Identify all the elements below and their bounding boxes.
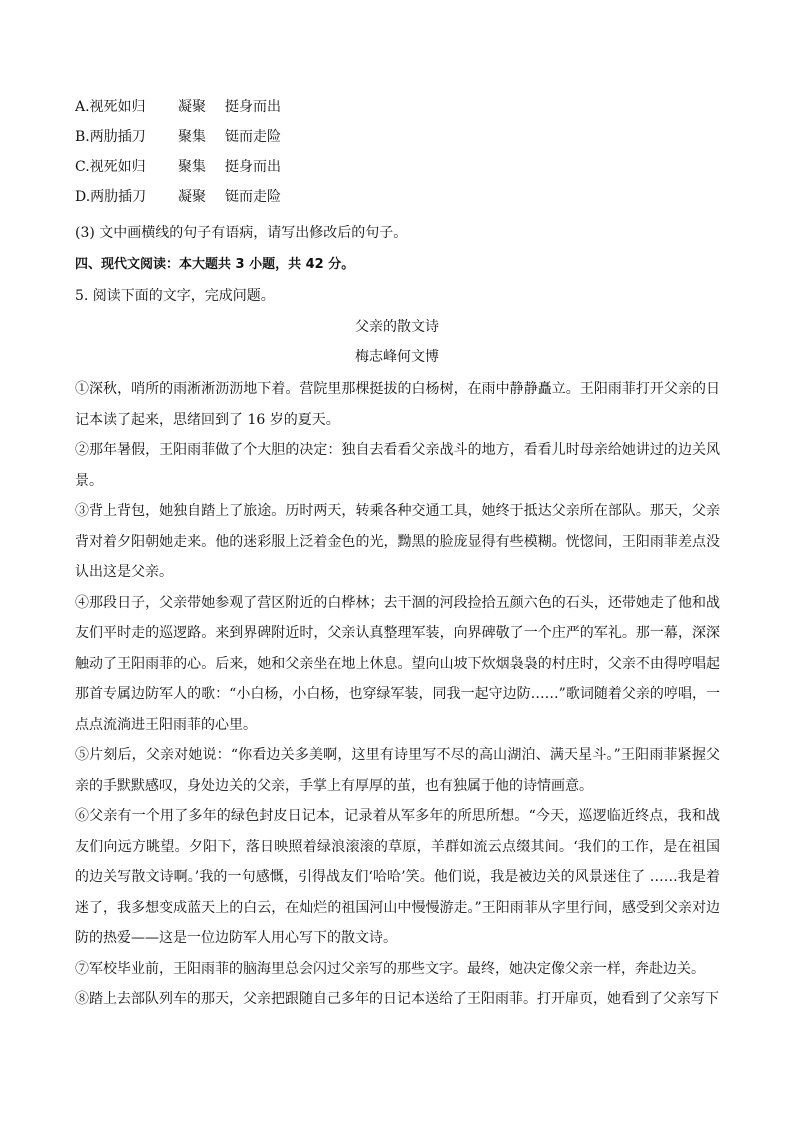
option-d	[75, 186, 305, 216]
question-5: 5. 阅读下面的文字，完成问题。	[75, 288, 275, 304]
article-body	[75, 374, 720, 1015]
paragraph-4: ④那段日子，父亲带她参观了营区附近的白桦林；去干涸的河段捡拾五颜六色的石头，还带她走了他和战友们平时走的巡逻路。来到界碑附近时，父亲认真整理军装，向界碑敬了一个庄严的军礼。那一幕，深深触动了王阳雨菲的心。后来，她和父亲坐在地上休息。望向山坡下炊烟袅袅的村庄时，父亲不由得哼唱起那首专属边防军人的歌：“小白杨，小白杨，也穿绿军装，同我一起守边防……”歌词随着父亲的哼唱，一点点流淌进王阳雨菲的心里。	[75, 594, 720, 733]
option-label: A.视死如归	[75, 99, 146, 115]
option-label: D.两肋插刀	[75, 189, 147, 205]
option-word-2: 铤而走险	[225, 129, 281, 145]
option-word-2: 挺身而出	[225, 99, 281, 115]
option-word-2: 铤而走险	[225, 189, 281, 205]
question-3: (3) 文中画横线的句子有语病，请写出修改后的句子。	[75, 225, 408, 241]
option-word-2: 挺身而出	[225, 159, 281, 175]
paragraph-6: ⑥父亲有一个用了多年的绿色封皮日记本，记录着从军多年的所思所想。“今天，巡逻临近终点，我和战友们向远方眺望。夕阳下，落日映照着绿浪滚滚的草原，羊群如流云点缀其间。‘我们的工作，是在祖国的边关写散文诗啊。’我的一句感慨，引得战友们‘哈哈’笑。他们说，我是被边关的风景迷住了 ……我是着迷了，我多想变成蓝天上的白云，在灿烂的祖国河山中慢慢游走。”王阳雨菲从字里行间，感受到父亲对边防的热爱——这是一位边防军人用心写下的散文诗。	[75, 808, 720, 946]
paragraph-2: ②那年暑假，王阳雨菲做了个大胆的决定：独自去看看父亲战斗的地方，看看儿时母亲给她讲过的边关风景。	[75, 442, 720, 489]
section-heading: 四、现代文阅读：本大题共 3 小题，共 42 分。	[75, 257, 355, 272]
option-c	[75, 156, 305, 186]
article-author: 梅志峰何文博	[355, 349, 439, 365]
option-word-1: 聚集	[178, 159, 206, 175]
paragraph-3: ③背上背包，她独自踏上了旅途。历时两天，转乘各种交通工具，她终于抵达父亲所在部队。那天，父亲背对着夕阳朝她走来。他的迷彩服上泛着金色的光，黝黑的脸庞显得有些模糊。恍惚间，王阳雨菲差点没认出这是父亲。	[75, 503, 720, 580]
paragraph-5: ⑤片刻后，父亲对她说：“你看边关多美啊，这里有诗里写不尽的高山湖泊、满天星斗。”王阳雨菲紧握父亲的手默默感叹，身处边关的父亲，手掌上有厚厚的茧，也有独属于他的诗情画意。	[75, 747, 720, 794]
option-word-1: 凝聚	[178, 189, 206, 205]
paragraph-8: ⑧踏上去部队列车的那天，父亲把跟随自己多年的日记本送给了王阳雨菲。打开扉页，她看到了父亲写下	[75, 991, 719, 1007]
option-b	[75, 126, 305, 156]
paragraph-1: ①深秋，哨所的雨淅淅沥沥地下着。营院里那棵挺拔的白杨树，在雨中静静矗立。王阳雨菲打开父亲的日记本读了起来，思绪回到了 16 岁的夏天。	[75, 381, 720, 428]
option-a	[75, 96, 305, 126]
option-label: C.视死如归	[75, 159, 146, 175]
option-word-1: 聚集	[178, 129, 206, 145]
option-word-1: 凝聚	[178, 99, 206, 115]
option-label: B.两肋插刀	[75, 129, 146, 145]
paragraph-7: ⑦军校毕业前，王阳雨菲的脑海里总会闪过父亲写的那些文字。最终，她决定像父亲一样，奔赴边关。	[75, 960, 705, 977]
answer-options	[75, 96, 305, 216]
article-title: 父亲的散文诗	[355, 319, 439, 335]
